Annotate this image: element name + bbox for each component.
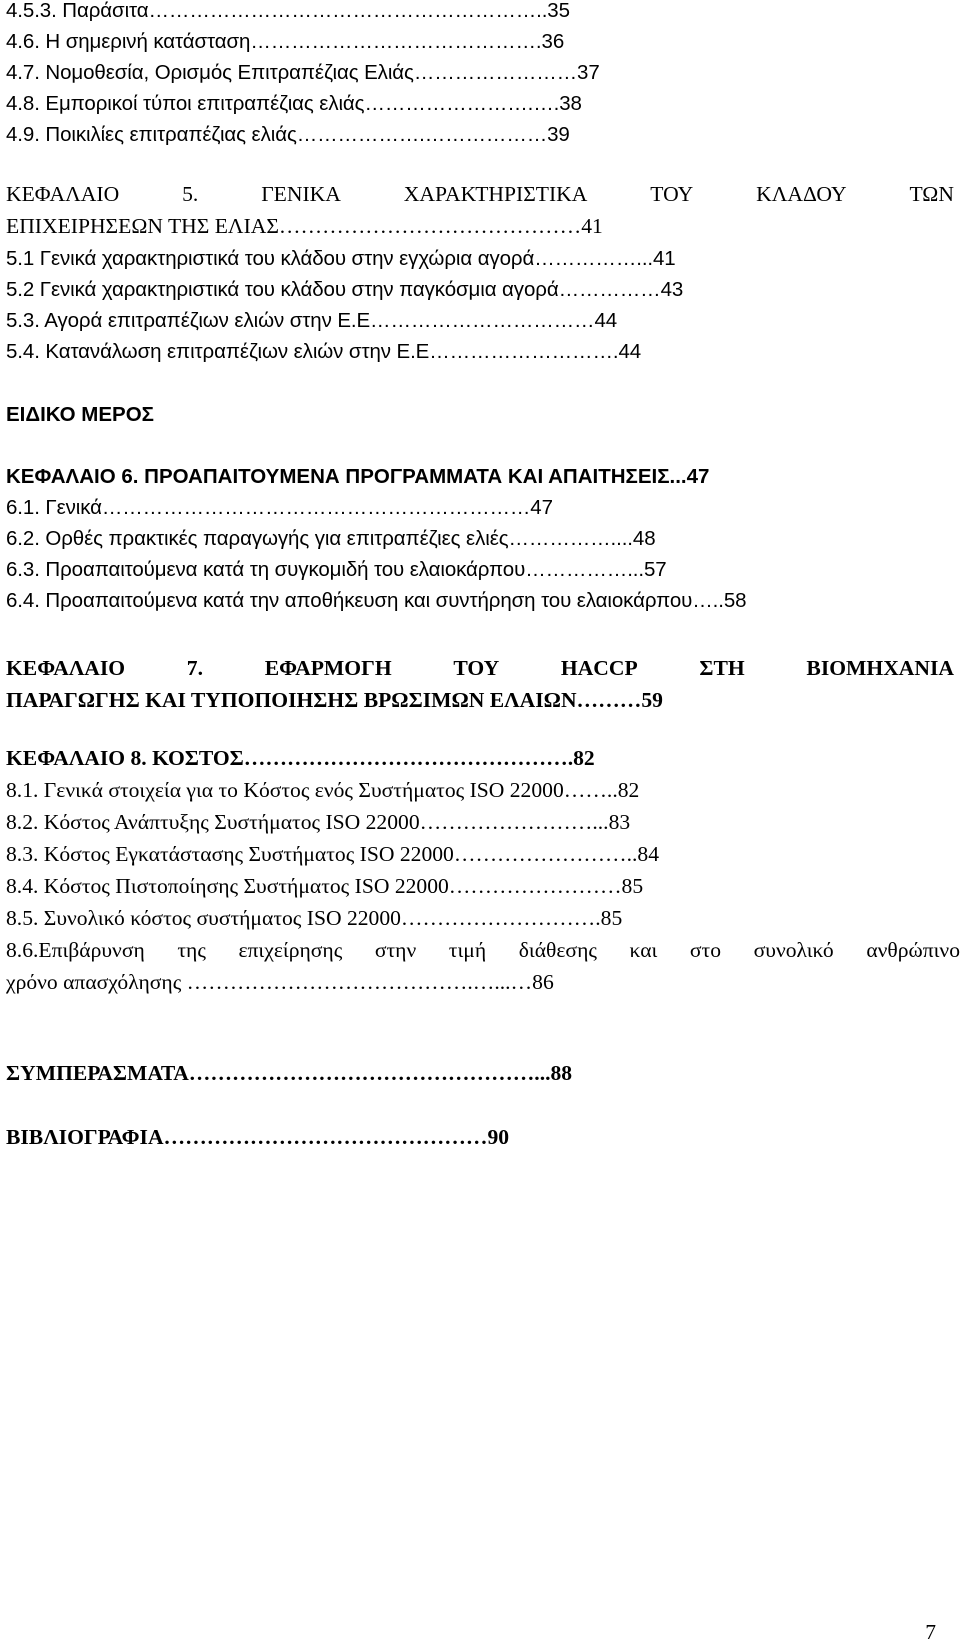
toc-entry-8-1: 8.1. Γενικά στοιχεία για το Κόστος ενός Συστήματος ISO 22000……..82	[6, 778, 640, 802]
toc-entry-4-6: 4.6. Η σημερινή κατάσταση…………………………………….36	[6, 30, 565, 53]
chapter-6-heading: ΚΕΦΑΛΑΙΟ 6. ΠΡΟΑΠΑΙΤΟΥΜΕΝΑ ΠΡΟΓΡΑΜΜΑΤΑ ΚΑΙ ΑΠΑΙΤΗΣΕΙΣ...47	[6, 465, 710, 488]
chapter-7-word: ΕΦΑΡΜΟΓΗ	[264, 656, 392, 680]
toc-entry-8-4: 8.4. Κόστος Πιστοποίησης Συστήματος ISO 22000……………………85	[6, 874, 644, 898]
special-part-heading: ΕΙΔΙΚΟ ΜΕΡΟΣ	[6, 403, 154, 426]
toc-entry-5-3: 5.3. Αγορά επιτραπέζιων ελιών στην Ε.Ε……………………………44	[6, 309, 618, 332]
entry-8-6-word: της	[177, 938, 206, 962]
toc-entry-4-9: 4.9. Ποικιλίες επιτραπέζιας ελιάς……………….………………39	[6, 123, 570, 146]
entry-8-6-word: διάθεσης	[518, 938, 597, 962]
toc-entry-8-3: 8.3. Κόστος Εγκατάστασης Συστήματος ISO 22000……………………..84	[6, 842, 659, 866]
chapter-5-word: 5.	[182, 182, 199, 206]
toc-entry-5-2: 5.2 Γενικά χαρακτηριστικά του κλάδου στην παγκόσμια αγορά……………43	[6, 278, 684, 301]
toc-entry-5-1: 5.1 Γενικά χαρακτηριστικά του κλάδου στην εγχώρια αγορά……………...41	[6, 247, 676, 270]
entry-8-6-word: επιχείρησης	[238, 938, 343, 962]
chapter-5-word: ΤΟΥ	[650, 182, 694, 206]
chapter-7-heading-line-2: ΠΑΡΑΓΩΓΗΣ ΚΑΙ ΤΥΠΟΠΟΙΗΣΗΣ ΒΡΩΣΙΜΩΝ ΕΛΑΙΩΝ………59	[6, 688, 663, 712]
toc-entry-8-6-line-2: χρόνο απασχόλησης ………………………………….…...…86	[6, 970, 554, 994]
entry-8-6-word: στο	[689, 938, 722, 962]
toc-entry-8-2: 8.2. Κόστος Ανάπτυξης Συστήματος ISO 22000……………………...83	[6, 810, 631, 834]
chapter-5-word: ΚΕΦΑΛΑΙΟ	[6, 182, 120, 206]
chapter-5-word: ΓΕΝΙΚΑ	[261, 182, 341, 206]
chapter-7-word: ΚΕΦΑΛΑΙΟ	[6, 656, 126, 680]
entry-8-6-word: στην	[374, 938, 417, 962]
chapter-7-word: ΒΙΟΜΗΧΑΝΙΑ	[806, 656, 954, 680]
toc-entry-8-6-line-1	[6, 934, 960, 967]
toc-entry-6-2: 6.2. Ορθές πρακτικές παραγωγής για επιτραπέζιες ελιές……………....48	[6, 527, 656, 550]
chapter-7-word: 7.	[186, 656, 203, 680]
chapter-8-heading: ΚΕΦΑΛΑΙΟ 8. ΚΟΣΤΟΣ……………………………………….82	[6, 746, 595, 770]
conclusions-entry: ΣΥΜΠΕΡΑΣΜΑΤΑ…………………………………………...88	[6, 1061, 573, 1085]
toc-entry-6-3: 6.3. Προαπαιτούμενα κατά τη συγκομιδή του ελαιοκάρπου……………...57	[6, 558, 667, 581]
entry-8-6-word: ανθρώπινο	[866, 938, 960, 962]
chapter-5-heading-line-2: ΕΠΙΧΕΙΡΗΣΕΩΝ ΤΗΣ ΕΛΙΑΣ……………………………………41	[6, 214, 603, 238]
chapter-5-heading-line-1	[6, 178, 954, 211]
chapter-5-word: ΚΛΑΔΟΥ	[756, 182, 847, 206]
entry-8-6-word: τιμή	[448, 938, 487, 962]
toc-entry-4-8: 4.8. Εμπορικοί τύποι επιτραπέζιας ελιάς…………………….….38	[6, 92, 582, 115]
toc-entry-6-4: 6.4. Προαπαιτούμενα κατά την αποθήκευση και συντήρηση του ελαιοκάρπου…..58	[6, 589, 747, 612]
entry-8-6-word: 8.6.Επιβάρυνση	[6, 938, 145, 962]
toc-entry-5-4: 5.4. Κατανάλωση επιτραπέζιων ελιών στην Ε.Ε……………………….44	[6, 340, 642, 363]
chapter-5-word: ΧΑΡΑΚΤΗΡΙΣΤΙΚΑ	[403, 182, 588, 206]
toc-entry-4-7: 4.7. Νομοθεσία, Ορισμός Επιτραπέζιας Ελιάς……………………37	[6, 61, 600, 84]
chapter-7-word: HACCP	[560, 656, 638, 680]
entry-8-6-word: συνολικό	[753, 938, 834, 962]
chapter-7-heading-line-1	[6, 652, 954, 685]
toc-entry-6-1: 6.1. Γενικά………………………………………………………47	[6, 496, 553, 519]
chapter-7-word: ΤΟΥ	[453, 656, 500, 680]
toc-entry-8-5: 8.5. Συνολικό κόστος συστήματος ISO 22000……………………….85	[6, 906, 623, 930]
toc-entry-4-5-3: 4.5.3. Παράσιτα…………………………………………………..35	[6, 0, 570, 22]
entry-8-6-word: και	[629, 938, 658, 962]
chapter-5-word: ΤΩΝ	[909, 182, 954, 206]
page-number: 7	[925, 1620, 936, 1644]
bibliography-entry: ΒΙΒΛΙΟΓΡΑΦΙΑ………………………………………90	[6, 1125, 510, 1149]
chapter-7-word: ΣΤΗ	[699, 656, 745, 680]
